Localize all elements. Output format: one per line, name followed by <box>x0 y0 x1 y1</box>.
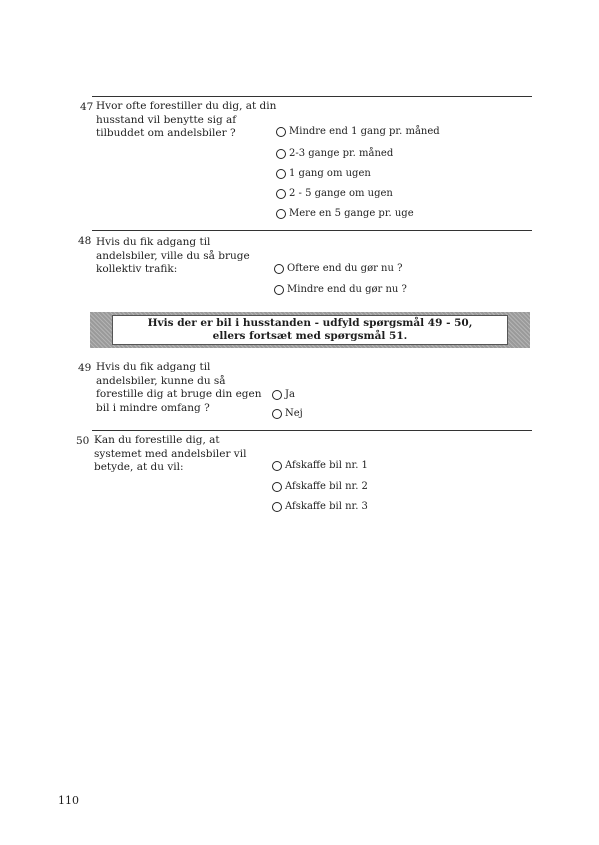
divider <box>92 230 532 231</box>
question-number: 48 <box>78 235 92 247</box>
radio-button[interactable] <box>276 189 286 199</box>
instruction-banner <box>90 312 530 348</box>
page-number: 110 <box>58 794 79 807</box>
radio-button[interactable] <box>276 149 286 159</box>
radio-button[interactable] <box>272 482 282 492</box>
option-label: Mere en 5 gange pr. uge <box>289 208 414 219</box>
divider <box>92 430 532 431</box>
answer-option[interactable] <box>272 459 368 473</box>
answer-option[interactable] <box>274 283 407 297</box>
question-number: 50 <box>76 435 90 447</box>
radio-button[interactable] <box>272 409 282 419</box>
option-label: Ja <box>285 389 295 400</box>
option-label: 2 - 5 gange om ugen <box>289 188 393 199</box>
divider <box>92 96 532 97</box>
question-text: Hvis du fik adgang til andelsbiler, ville du så bruge kollektiv trafik: <box>96 236 250 275</box>
radio-button[interactable] <box>276 127 286 137</box>
answer-option[interactable] <box>276 147 393 161</box>
radio-button[interactable] <box>276 209 286 219</box>
radio-button[interactable] <box>272 461 282 471</box>
option-label: Oftere end du gør nu ? <box>287 263 403 274</box>
option-label: Afskaffe bil nr. 1 <box>285 460 368 471</box>
answer-option[interactable] <box>272 500 368 514</box>
question-number: 47 <box>80 101 94 113</box>
answer-option[interactable] <box>272 480 368 494</box>
radio-button[interactable] <box>272 502 282 512</box>
option-label: Mindre end 1 gang pr. måned <box>289 126 440 137</box>
option-label: Mindre end du gør nu ? <box>287 284 407 295</box>
answer-option[interactable] <box>272 407 303 421</box>
banner-line-1: Hvis der er bil i husstanden - udfyld spørgsmål 49 - 50, <box>147 317 473 329</box>
answer-option[interactable] <box>276 167 371 181</box>
radio-button[interactable] <box>272 390 282 400</box>
radio-button[interactable] <box>274 285 284 295</box>
option-label: Nej <box>285 408 303 419</box>
answer-option[interactable] <box>276 125 440 139</box>
option-label: Afskaffe bil nr. 2 <box>285 481 368 492</box>
radio-button[interactable] <box>276 169 286 179</box>
question-text: Hvis du fik adgang til andelsbiler, kunne du så forestille dig at bruge din egen bil i mindre omfang ? <box>96 361 262 414</box>
radio-button[interactable] <box>274 264 284 274</box>
option-label: Afskaffe bil nr. 3 <box>285 501 368 512</box>
answer-option[interactable] <box>274 262 402 276</box>
answer-option[interactable] <box>276 187 393 201</box>
answer-option[interactable] <box>272 388 295 402</box>
answer-option[interactable] <box>276 207 414 221</box>
option-label: 1 gang om ugen <box>289 168 371 179</box>
option-label: 2-3 gange pr. måned <box>289 148 394 159</box>
question-text: Kan du forestille dig, at systemet med andelsbiler vil betyde, at du vil: <box>94 434 247 473</box>
question-number: 49 <box>78 362 92 374</box>
banner-text-box <box>112 315 508 345</box>
question-text: Hvor ofte forestiller du dig, at din husstand vil benytte sig af tilbuddet om andelsbiler ? <box>96 100 277 139</box>
banner-line-2: ellers fortsæt med spørgsmål 51. <box>212 330 408 342</box>
